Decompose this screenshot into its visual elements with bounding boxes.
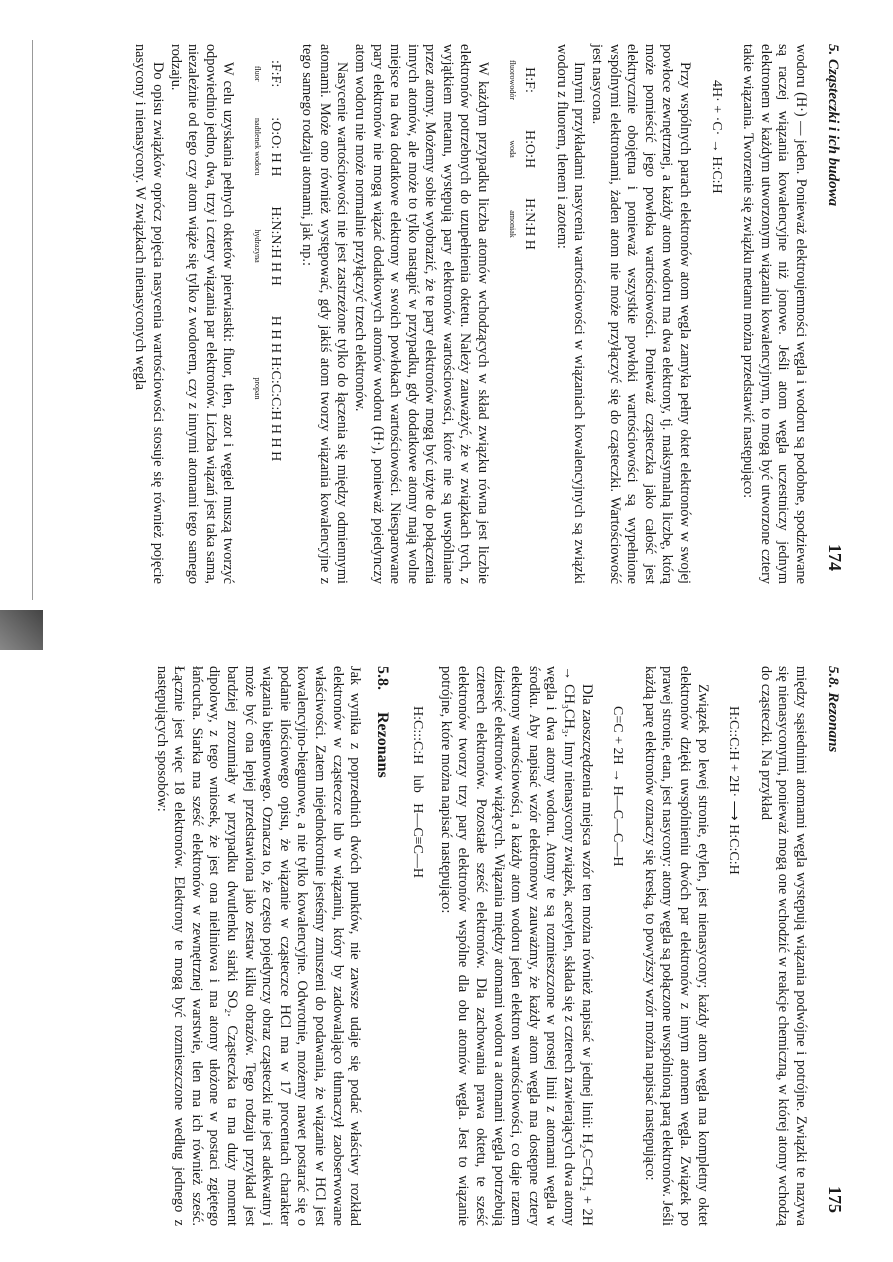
page-175 — [0, 630, 893, 1262]
example-formula: H:O:H — [522, 130, 538, 169]
example-label: nadtlenek wodoru — [252, 118, 262, 176]
paragraph: Nasycenie wartościowości nie jest zastrzeżone tylko do łączenia się między odmiennymi atomami. Może ono również występować, gdy jakiś atom tworzy wiązania kowalencyjne z tego samego rodzaju atomami, jak np.: — [299, 44, 351, 584]
section-title: Rezonans — [373, 712, 391, 778]
example-label: fluor — [252, 65, 262, 82]
page-header — [824, 44, 845, 584]
text-column-right — [152, 666, 809, 1226]
ethylene-reaction: H:C::C:H + 2H· ⟶ H:C:C:H — [726, 706, 742, 875]
page-174 — [0, 0, 893, 630]
example-label: hydrazyna — [252, 229, 262, 263]
example-label: propan — [252, 377, 262, 400]
example-formula: H:N:N:H H H — [267, 206, 283, 286]
example-formula: H H H H:C:C:C:H H H H — [267, 315, 283, 462]
example-label: fluorowodór — [507, 60, 517, 100]
paragraph: Związek po lewej stronie, etylen, jest nienasycony; każdy atom węgla ma kompletny oktet elektronów dzięki uwspólnieniu dwóch par elektronów z innym atomem węgla. Związek po prawej stronie, etan, jest nasycony: atomy węgla są połączone uwspólnioną parą elektronów. Jeśli każdą parę elektronów oznaczy się kreską, to powyższy wzór można napisać następująco: — [641, 666, 711, 1226]
chapter-title: 5. Cząsteczki i ich budowa — [825, 44, 841, 207]
acetylene-formula: H:C:::C:H lub H—C≡C—H — [410, 706, 426, 879]
example-label: amoniak — [507, 210, 517, 238]
paragraph: Przy wspólnych parach elektronów atom węgla zamyka pełny oktet elektronów w swojej powłoce zewnętrznej, a każdy atom wodoru ma dwa elektrony, tj. maksymalną liczbę, którą może pomieścić jego powłoka wartościowości. Ponieważ cząsteczka jako całość jest elektrycznie obojętna i ponieważ wszystkie powłoki wartościowości są wypełnione wspólnymi elektronami, żaden atom nie może przyłączyć się do cząsteczki. Wartościowość jest nasycona. — [589, 44, 694, 584]
paragraph: między sąsiednimi atomami węgla występują wiązania podwójne i potrójne. Związki te nazywa się nienasyconymi, ponieważ mogą one wchodzić w reakcje chemiczną, w której atomy wchodzą do cząsteczki. Na przykład — [757, 666, 809, 1226]
example-item — [503, 130, 538, 168]
paragraph: W każdym przypadku liczba atomów wchodzących w skład związku równa jest liczbie elektronów potrzebnych do uzupełnienia oktetu. Należy zauważyć, że w związkach tych, z wyjątkiem metanu, występują pary elektronów wartościowości, które nie są uwspólniane przez atomy. Możemy sobie wyobrazić, że te pary elektronów mogą być użyte do połączenia innych atomów, ale może to tylko nastąpić w przypadku, gdy dodatkowe atomy mają wolne miejsce na dwa dodatkowe elektrony w swoich powłokach wartościowości. Niesparowane pary elektronów nie mogą wiązać dodatkowych atomów wodoru (H·), ponieważ pojedynczy atom wodoru nie może normalnie przyłączyć trzech elektronów. — [351, 44, 492, 584]
section-header-title: 5.8. Rezonans — [825, 666, 841, 753]
section-number: 5.8. — [373, 666, 391, 690]
paragraph: wodoru (H·) — jeden. Ponieważ elektroujemności węgla i wodoru są podobne, spodziewane są raczej wiązania kowalencyjne niż jonowe. Jeśli atom węgla uczestniczy jednym elektronem w każdym utworzonym wiązaniu kowalencyjnym, to mogą być utworzone cztery takie wiązania. Tworzenie się związku metanu można przedstawić następująco: — [740, 44, 809, 584]
paragraph: Innymi przykładami nasycenia wartościowości w wiązaniach kowalencyjnych są związki wodoru z fluorem, tlenem i azotem: — [553, 44, 588, 584]
example-item — [503, 198, 538, 250]
examples-same-atoms — [248, 60, 283, 584]
example-label: woda — [507, 140, 517, 158]
example-item — [248, 316, 283, 461]
section-heading — [373, 666, 391, 1226]
methane-formula: 4H· + ·C· → H:C:H — [708, 80, 724, 194]
example-formula: H:N:H H — [522, 198, 538, 250]
page-number: 175 — [825, 1186, 845, 1213]
example-item — [503, 60, 538, 100]
paragraph: Jak wynika z poprzednich dwóch punktów, nie zawsze udaje się podać właściwy rozkład elektronów w cząsteczce lub w wiązaniu, który by zadowalająco tłumaczył zaobserwowane właściwości. Zatem niejednokrotnie jesteśmy zmuszeni do podawania, że wiązanie w HCl jest kowalencyjno-biegunowe, a nie tylko kowalencyjne. Odwrotnie, możemy nawet postarać się o podanie ilościowego opisu, że wiązanie w cząsteczce HCl ma w 17 procentach charakter wiązania biegunowego. Oznacza to, że często pojedynczy obraz cząsteczki nie jest adekwatny i może być ona lepiej przedstawiona jako zestaw kilku obrazów. Tego rodzaju przykład jest bardziej zrozumiały w przypadku dwutlenku siarki SO₂. Cząsteczka ta ma duży moment dipolowy, z tego wniosek, że jest ona nieliniowa i ma atomy ułożone w postaci zgiętego łańcucha. Siarka ma sześć elektronów w zewnętrznej warstwie, tlen ma ich również sześć. Łącznie jest więc 18 elektronów. Elektrony te mogą być rozmieszczone według jednego z następujących sposobów: — [153, 666, 364, 1226]
example-item — [248, 206, 283, 285]
example-item — [248, 117, 283, 176]
page-header — [824, 666, 845, 1226]
examples-saturated — [503, 60, 538, 584]
paragraph: Dla zaoszczędzenia miejsca wzór ten można również napisać w jednej linii: H₂C=CH₂ + 2H → CH₃CH₃. Inny nienasycony związek, acetylen, składa się z czterech zawierających dwa atomy węgla i dwa atomy wodoru. Atomy te są rozmieszczone w prostej linii z atomami węgla w środku. Aby napisać wzór elektronowy zauważmy, że każdy atom węgla ma dostępne cztery elektrony wartościowości, a każdy atom wodoru jeden elektron wartościowości, co daje razem dziesięć elektronów wiążących. Wiązania między atomami wodoru a atomami węgla potrzebują czterech elektronów. Pozostałe sześć elektronów. Dla zachowania prawa oktetu, te sześć elektronów tworzy trzy pary elektronów wspólne dla obu atomów węgla. Jest to wiązanie potrójne, które można napisać następująco: — [437, 666, 595, 1226]
paragraph: Do opisu związków oprócz pojęcia nasycenia wartościowości stosuje się również pojęcie nasycony i nienasycony. W związkach nienasyconych węgla — [132, 44, 166, 584]
structural-reaction: C=C + 2H → H—C—C—H — [610, 706, 626, 867]
paragraph: W celu uzyskania pełnych oktetów pierwiastki: fluor, tlen, azot i węgiel muszą tworzyć odpowiednio jedno, dwa, trzy i cztery wiązania par elektronów. Liczba wiązań jest taka sama, niezależnie od tego czy atom wiąże się tylko z wodorem, czy z innymi atomami tego samego rodzaju. — [167, 44, 237, 584]
text-column-left — [131, 44, 809, 584]
bottom-rule — [32, 40, 33, 600]
page-number: 174 — [825, 544, 845, 571]
example-formula: H:F: — [522, 67, 538, 93]
example-formula: :O:O: H H — [267, 117, 283, 177]
example-formula: :F:F: — [267, 60, 283, 88]
example-item — [248, 60, 283, 87]
